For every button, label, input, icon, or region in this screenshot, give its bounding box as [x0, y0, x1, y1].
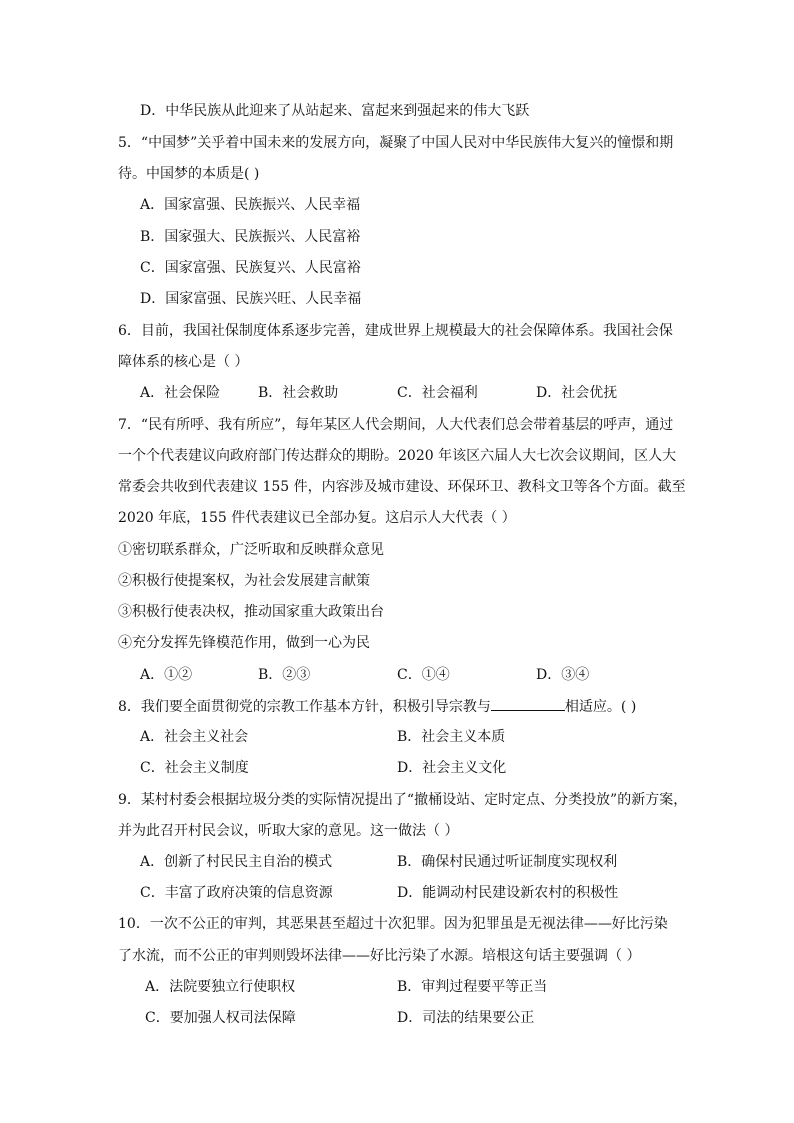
q5-stem-line-1: 5．“中国梦”关乎着中国未来的发展方向，凝聚了中国人民对中华民族伟大复兴的憧憬和期	[118, 135, 674, 151]
q6-option-c: C．社会福利	[397, 385, 478, 401]
q9-stem-line-2: 并为此召开村民会议，听取大家的意见。这一做法（ ）	[118, 823, 459, 839]
q8-stem	[118, 696, 636, 716]
q7-option-a: A．①②	[140, 667, 193, 683]
q8-stem-before: 8．我们要全面贯彻党的宗教工作基本方针，积极引导宗教与	[118, 699, 491, 715]
q5-option-c: C．国家富强、民族复兴、人民富裕	[140, 260, 361, 276]
q4-option-d: D．中华民族从此迎来了从站起来、富起来到强起来的伟大飞跃	[140, 103, 530, 119]
q9-option-b: B．确保村民通过听证制度实现权利	[397, 854, 618, 870]
q8-stem-after: 相适应。( )	[564, 699, 637, 715]
q9-option-a: A．创新了村民民主自治的模式	[140, 854, 333, 870]
q7-item-3: ③积极行使表决权，推动国家重大政策出台	[118, 604, 384, 620]
q6-stem-line-2: 障体系的核心是（ ）	[118, 354, 249, 370]
q7-item-4: ④充分发挥先锋模范作用，做到一心为民	[118, 635, 370, 651]
q7-stem-line-3: 常委会共收到代表建议 155 件，内容涉及城市建设、环保环卫、教科文卫等各个方面。截至	[118, 479, 686, 495]
q7-option-b: B．②③	[258, 667, 311, 683]
q10-option-b: B．审判过程要平等正当	[397, 979, 548, 995]
q10-stem-line-1: 10．一次不公正的审判，其恶果甚至超过十次犯罪。因为犯罪虽是无视法律——好比污染	[118, 916, 668, 932]
q5-option-a: A．国家富强、民族振兴、人民幸福	[140, 197, 361, 213]
q8-option-b: B．社会主义本质	[397, 729, 506, 745]
q7-option-c: C．①④	[397, 667, 450, 683]
q8-option-d: D．社会主义文化	[397, 760, 507, 776]
q6-option-d: D．社会优抚	[536, 385, 618, 401]
q10-option-a: A．法院要独立行使职权	[145, 979, 296, 995]
q5-stem-line-2: 待。中国梦的本质是( )	[118, 166, 260, 182]
q10-option-c: C．要加强人权司法保障	[145, 1010, 296, 1026]
q7-stem-line-2: 一个个代表建议向政府部门传达群众的期盼。2020 年该区六届人大七次会议期间，区人大	[118, 448, 677, 464]
q5-option-b: B．国家强大、民族振兴、人民富裕	[140, 229, 361, 245]
q7-option-d: D．③④	[536, 667, 590, 683]
q6-option-a: A．社会保险	[140, 385, 221, 401]
q9-option-d: D．能调动村民建设新农村的积极性	[397, 885, 619, 901]
q8-fill-blank	[491, 696, 565, 711]
q6-option-b: B．社会救助	[258, 385, 339, 401]
q7-item-1: ①密切联系群众，广泛听取和反映群众意见	[118, 542, 384, 558]
q7-stem-line-1: 7．“民有所呼、我有所应”，每年某区人代会期间，人大代表们总会带着基层的呼声，通过	[118, 417, 674, 433]
q7-stem-line-4: 2020 年底，155 件代表建议已全部办复。这启示人大代表（ ）	[118, 510, 516, 526]
q10-stem-line-2: 了水流，而不公正的审判则毁坏法律——好比污染了水源。培根这句话主要强调（ ）	[118, 948, 641, 964]
q5-option-d: D．国家富强、民族兴旺、人民幸福	[140, 291, 362, 307]
q8-option-a: A．社会主义社会	[140, 729, 249, 745]
q6-stem-line-1: 6．目前，我国社保制度体系逐步完善，建成世界上规模最大的社会保障体系。我国社会保	[118, 323, 673, 339]
q9-option-c: C．丰富了政府决策的信息资源	[140, 885, 333, 901]
q10-option-d: D．司法的结果要公正	[397, 1010, 535, 1026]
q7-item-2: ②积极行使提案权，为社会发展建言献策	[118, 573, 370, 589]
q8-option-c: C．社会主义制度	[140, 760, 249, 776]
q9-stem-line-1: 9．某村村委会根据垃圾分类的实际情况提出了“撤桶设站、定时定点、分类投放”的新方案，	[118, 792, 688, 808]
